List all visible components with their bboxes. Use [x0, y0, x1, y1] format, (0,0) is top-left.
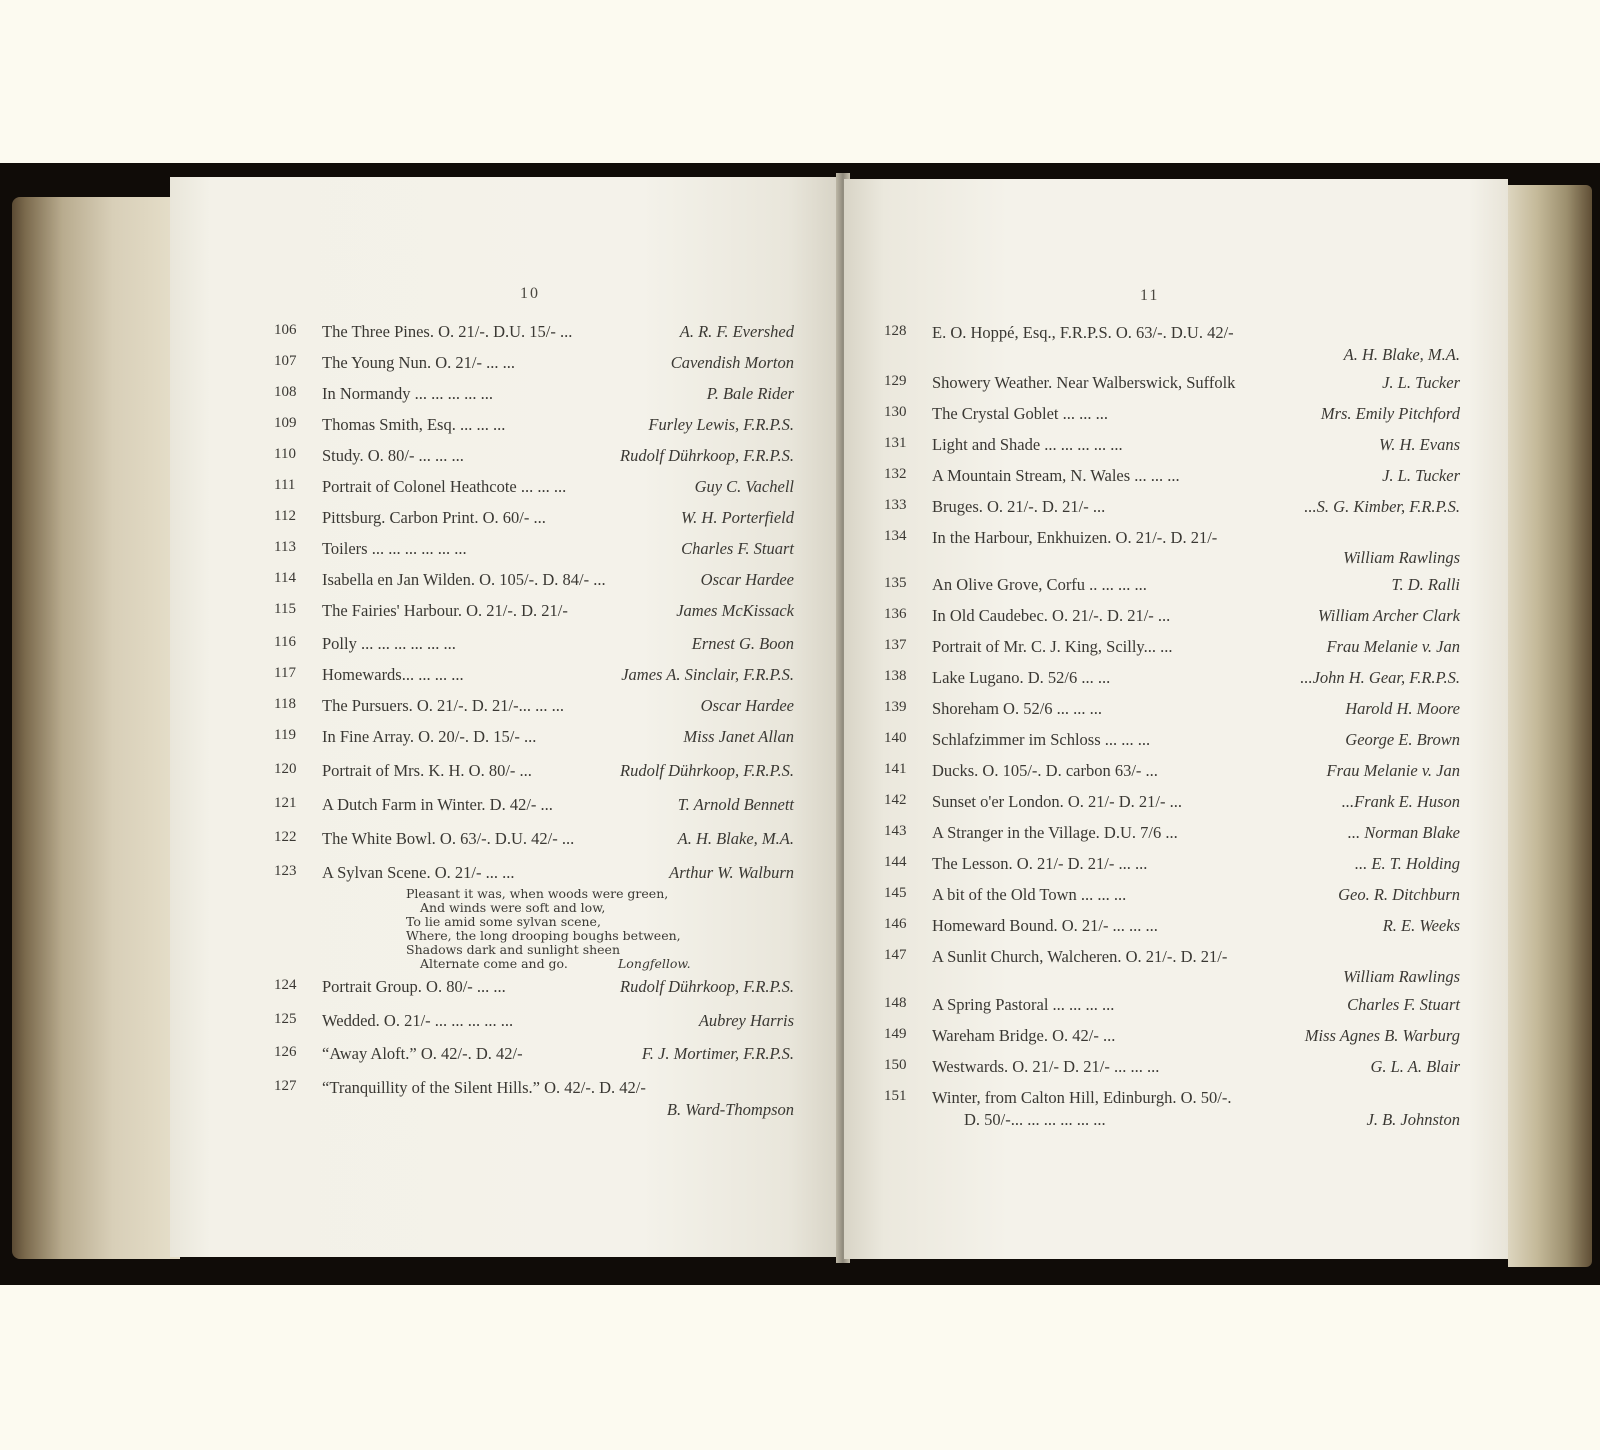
poem-line: Pleasant it was, when woods were green,	[406, 886, 669, 901]
entry-author: W. H. Evans	[1379, 435, 1460, 454]
entry-number: 129	[884, 373, 907, 389]
entry-number: 111	[274, 477, 296, 493]
entry-author: B. Ward-Thompson	[666, 1100, 794, 1119]
entry-number: 122	[274, 829, 297, 845]
entry-number: 125	[274, 1011, 297, 1027]
entry-title: “Tranquillity of the Silent Hills.” O. 42/-. D. 42/-	[322, 1078, 646, 1097]
entry-author: Mrs. Emily Pitchford	[1320, 404, 1460, 423]
entry-number: 112	[274, 508, 296, 524]
entry-title: A bit of the Old Town ... ... ...	[932, 885, 1127, 904]
entry-title: In Old Caudebec. O. 21/-. D. 21/- ...	[932, 606, 1171, 625]
entry-title: The Young Nun. O. 21/- ... ...	[322, 353, 515, 372]
entry-title: In Fine Array. O. 20/-. D. 15/- ...	[322, 727, 537, 746]
entry-number: 144	[884, 854, 907, 870]
poem-line: Alternate come and go.	[420, 956, 568, 971]
entry-author: Arthur W. Walburn	[669, 863, 794, 882]
entry-number: 128	[884, 323, 907, 339]
entry-number: 145	[884, 885, 907, 901]
entry-title: The Pursuers. O. 21/-. D. 21/-... ... ...	[322, 696, 564, 715]
entry-number: 150	[884, 1057, 907, 1073]
poem-line: To lie amid some sylvan scene,	[406, 914, 601, 929]
entry-number: 148	[884, 995, 907, 1011]
entry-number: 136	[884, 606, 907, 622]
entry-title: E. O. Hoppé, Esq., F.R.P.S. O. 63/-. D.U. 42/-	[932, 323, 1234, 342]
entry-author: ... E. T. Holding	[1354, 854, 1460, 873]
entry-author: Charles F. Stuart	[1347, 995, 1460, 1014]
entry-number: 149	[884, 1026, 907, 1042]
entry-title: Homeward Bound. O. 21/- ... ... ...	[932, 916, 1158, 935]
entry-author: P. Bale Rider	[706, 384, 794, 403]
entry-title: The White Bowl. O. 63/-. D.U. 42/- ...	[322, 829, 575, 848]
entry-author: Oscar Hardee	[700, 696, 794, 715]
entry-author: James McKissack	[676, 601, 794, 620]
entry-title: The Crystal Goblet ... ... ...	[932, 404, 1108, 423]
entry-author: Harold H. Moore	[1345, 699, 1460, 718]
page-number-left: 10	[520, 285, 540, 302]
entry-number: 119	[274, 727, 296, 743]
entry-number: 107	[274, 353, 297, 369]
poem-line: Shadows dark and sunlight sheen	[406, 942, 621, 957]
entry-number: 134	[884, 528, 907, 544]
entry-author: W. H. Porterfield	[680, 508, 794, 527]
entry-author: A. H. Blake, M.A.	[1343, 345, 1460, 364]
entry-number: 141	[884, 761, 907, 777]
poem-line-last	[406, 957, 706, 971]
entry-author: William Rawlings	[1343, 548, 1460, 567]
poem-attribution: Longfellow.	[618, 956, 691, 971]
right-page	[844, 179, 1508, 1259]
entry-number: 126	[274, 1044, 297, 1060]
entry-number: 110	[274, 446, 296, 462]
entry-author: George E. Brown	[1345, 730, 1460, 749]
entry-title: Portrait Group. O. 80/- ... ...	[322, 977, 506, 996]
entry-author: A. H. Blake, M.A.	[677, 829, 794, 848]
poem-line: Where, the long drooping boughs between,	[406, 928, 681, 943]
entry-title: Schlafzimmer im Schloss ... ... ...	[932, 730, 1151, 749]
entry-number: 133	[884, 497, 907, 513]
entry-title: Light and Shade ... ... ... ... ...	[932, 435, 1123, 454]
entry-number: 124	[274, 977, 297, 993]
entry-title: A Stranger in the Village. D.U. 7/6 ...	[932, 823, 1178, 842]
entry-number: 143	[884, 823, 907, 839]
entry-title: Showery Weather. Near Walberswick, Suffolk	[932, 373, 1236, 392]
entry-title: Wedded. O. 21/- ... ... ... ... ...	[322, 1011, 514, 1030]
entry-number: 106	[274, 322, 297, 338]
entry-title: Study. O. 80/- ... ... ...	[322, 446, 464, 465]
entry-author: J. B. Johnston	[1366, 1110, 1460, 1129]
entry-number: 120	[274, 761, 297, 777]
entry-title: Portrait of Mrs. K. H. O. 80/- ...	[322, 761, 532, 780]
catalogue-entry	[884, 528, 1460, 572]
entry-title: Thomas Smith, Esq. ... ... ...	[322, 415, 506, 434]
catalogue-entry	[274, 1078, 794, 1122]
entry-number: 108	[274, 384, 297, 400]
entry-author: F. J. Mortimer, F.R.P.S.	[641, 1044, 794, 1063]
entry-author: James A. Sinclair, F.R.P.S.	[621, 665, 794, 684]
entry-author: T. D. Ralli	[1391, 575, 1460, 594]
entry-title: Lake Lugano. D. 52/6 ... ...	[932, 668, 1111, 687]
entry-number: 138	[884, 668, 907, 684]
entry-number: 118	[274, 696, 296, 712]
poem-quotation	[406, 887, 706, 971]
entry-title: Wareham Bridge. O. 42/- ...	[932, 1026, 1116, 1045]
entry-number: 115	[274, 601, 296, 617]
entry-number: 147	[884, 947, 907, 963]
entry-author: ...S. G. Kimber, F.R.P.S.	[1304, 497, 1460, 516]
entry-author: Guy C. Vachell	[694, 477, 794, 496]
entry-title: An Olive Grove, Corfu .. ... ... ...	[932, 575, 1147, 594]
entry-author: ... Norman Blake	[1347, 823, 1460, 842]
page-edges-right	[1508, 185, 1592, 1267]
entry-author: William Rawlings	[1343, 967, 1460, 986]
catalogue-entry	[884, 947, 1460, 991]
entry-title: Shoreham O. 52/6 ... ... ...	[932, 699, 1103, 718]
entry-title: In the Harbour, Enkhuizen. O. 21/-. D. 21/-	[932, 528, 1218, 547]
left-page	[170, 177, 842, 1257]
entry-author: T. Arnold Bennett	[677, 795, 794, 814]
entry-title: In Normandy ... ... ... ... ...	[322, 384, 493, 403]
open-book	[0, 163, 1600, 1285]
entry-title: A Dutch Farm in Winter. D. 42/- ...	[322, 795, 553, 814]
page-number-right: 11	[1140, 287, 1160, 304]
entry-number: 146	[884, 916, 907, 932]
entry-title: “Away Aloft.” O. 42/-. D. 42/-	[322, 1044, 523, 1063]
poem-line: And winds were soft and low,	[420, 900, 606, 915]
entry-number: 139	[884, 699, 907, 715]
entry-author: Oscar Hardee	[700, 570, 794, 589]
entry-author: Cavendish Morton	[670, 353, 794, 372]
entry-title-continued: D. 50/-... ... ... ... ... ...	[964, 1110, 1106, 1129]
entry-number: 123	[274, 863, 297, 879]
entry-author: A. R. F. Evershed	[679, 322, 794, 341]
entry-author: Frau Melanie v. Jan	[1326, 637, 1460, 656]
entry-title: Toilers ... ... ... ... ... ...	[322, 539, 467, 558]
entry-number: 109	[274, 415, 297, 431]
entry-author: Geo. R. Ditchburn	[1338, 885, 1460, 904]
entry-author: ...John H. Gear, F.R.P.S.	[1300, 668, 1460, 687]
entry-title: Homewards... ... ... ...	[322, 665, 464, 684]
catalogue-entry	[884, 1088, 1460, 1132]
entry-author: Rudolf Dührkoop, F.R.P.S.	[619, 446, 794, 465]
entry-author: J. L. Tucker	[1382, 373, 1460, 392]
entry-number: 142	[884, 792, 907, 808]
entry-number: 137	[884, 637, 907, 653]
entry-author: J. L. Tucker	[1382, 466, 1460, 485]
entry-title: A Mountain Stream, N. Wales ... ... ...	[932, 466, 1180, 485]
entry-author: R. E. Weeks	[1382, 916, 1460, 935]
entry-title: Isabella en Jan Wilden. O. 105/-. D. 84/- ...	[322, 570, 606, 589]
entry-number: 132	[884, 466, 907, 482]
entry-title: A Spring Pastoral ... ... ... ...	[932, 995, 1115, 1014]
entry-author: Frau Melanie v. Jan	[1326, 761, 1460, 780]
entry-title: Ducks. O. 105/-. D. carbon 63/- ...	[932, 761, 1158, 780]
entry-number: 140	[884, 730, 907, 746]
entry-number: 116	[274, 634, 296, 650]
entry-author: Miss Janet Allan	[683, 727, 794, 746]
entry-title: A Sylvan Scene. O. 21/- ... ...	[322, 863, 515, 882]
entry-title: Polly ... ... ... ... ... ...	[322, 634, 456, 653]
page-edges-left	[12, 197, 180, 1259]
entry-number: 117	[274, 665, 296, 681]
entry-author: ...Frank E. Huson	[1341, 792, 1460, 811]
entry-title: Pittsburg. Carbon Print. O. 60/- ...	[322, 508, 546, 527]
entry-author: Rudolf Dührkoop, F.R.P.S.	[619, 977, 794, 996]
entry-number: 114	[274, 570, 296, 586]
entry-title: Westwards. O. 21/- D. 21/- ... ... ...	[932, 1057, 1160, 1076]
entry-number: 113	[274, 539, 296, 555]
entry-title: The Lesson. O. 21/- D. 21/- ... ...	[932, 854, 1148, 873]
entry-number: 127	[274, 1078, 297, 1094]
entry-author: Furley Lewis, F.R.P.S.	[648, 415, 794, 434]
entry-number: 130	[884, 404, 907, 420]
entry-number: 131	[884, 435, 907, 451]
entry-title: A Sunlit Church, Walcheren. O. 21/-. D. 21/-	[932, 947, 1228, 966]
entry-title: Portrait of Mr. C. J. King, Scilly... ...	[932, 637, 1173, 656]
entry-title: The Fairies' Harbour. O. 21/-. D. 21/-	[322, 601, 568, 620]
entry-title: Portrait of Colonel Heathcote ... ... ...	[322, 477, 567, 496]
entry-title: Sunset o'er London. O. 21/- D. 21/- ...	[932, 792, 1182, 811]
entry-author: Aubrey Harris	[698, 1011, 794, 1030]
entry-author: Charles F. Stuart	[681, 539, 794, 558]
entry-author: G. L. A. Blair	[1370, 1057, 1460, 1076]
entry-number: 121	[274, 795, 297, 811]
entry-title: The Three Pines. O. 21/-. D.U. 15/- ...	[322, 322, 573, 341]
entry-author: Rudolf Dührkoop, F.R.P.S.	[619, 761, 794, 780]
entry-author: Miss Agnes B. Warburg	[1304, 1026, 1460, 1045]
entry-author: Ernest G. Boon	[691, 634, 794, 653]
entry-number: 135	[884, 575, 907, 591]
entry-title: Winter, from Calton Hill, Edinburgh. O. 50/-.	[932, 1088, 1232, 1107]
entry-author: William Archer Clark	[1317, 606, 1460, 625]
entry-title: Bruges. O. 21/-. D. 21/- ...	[932, 497, 1106, 516]
catalogue-entry	[884, 323, 1460, 367]
entry-number: 151	[884, 1088, 907, 1104]
